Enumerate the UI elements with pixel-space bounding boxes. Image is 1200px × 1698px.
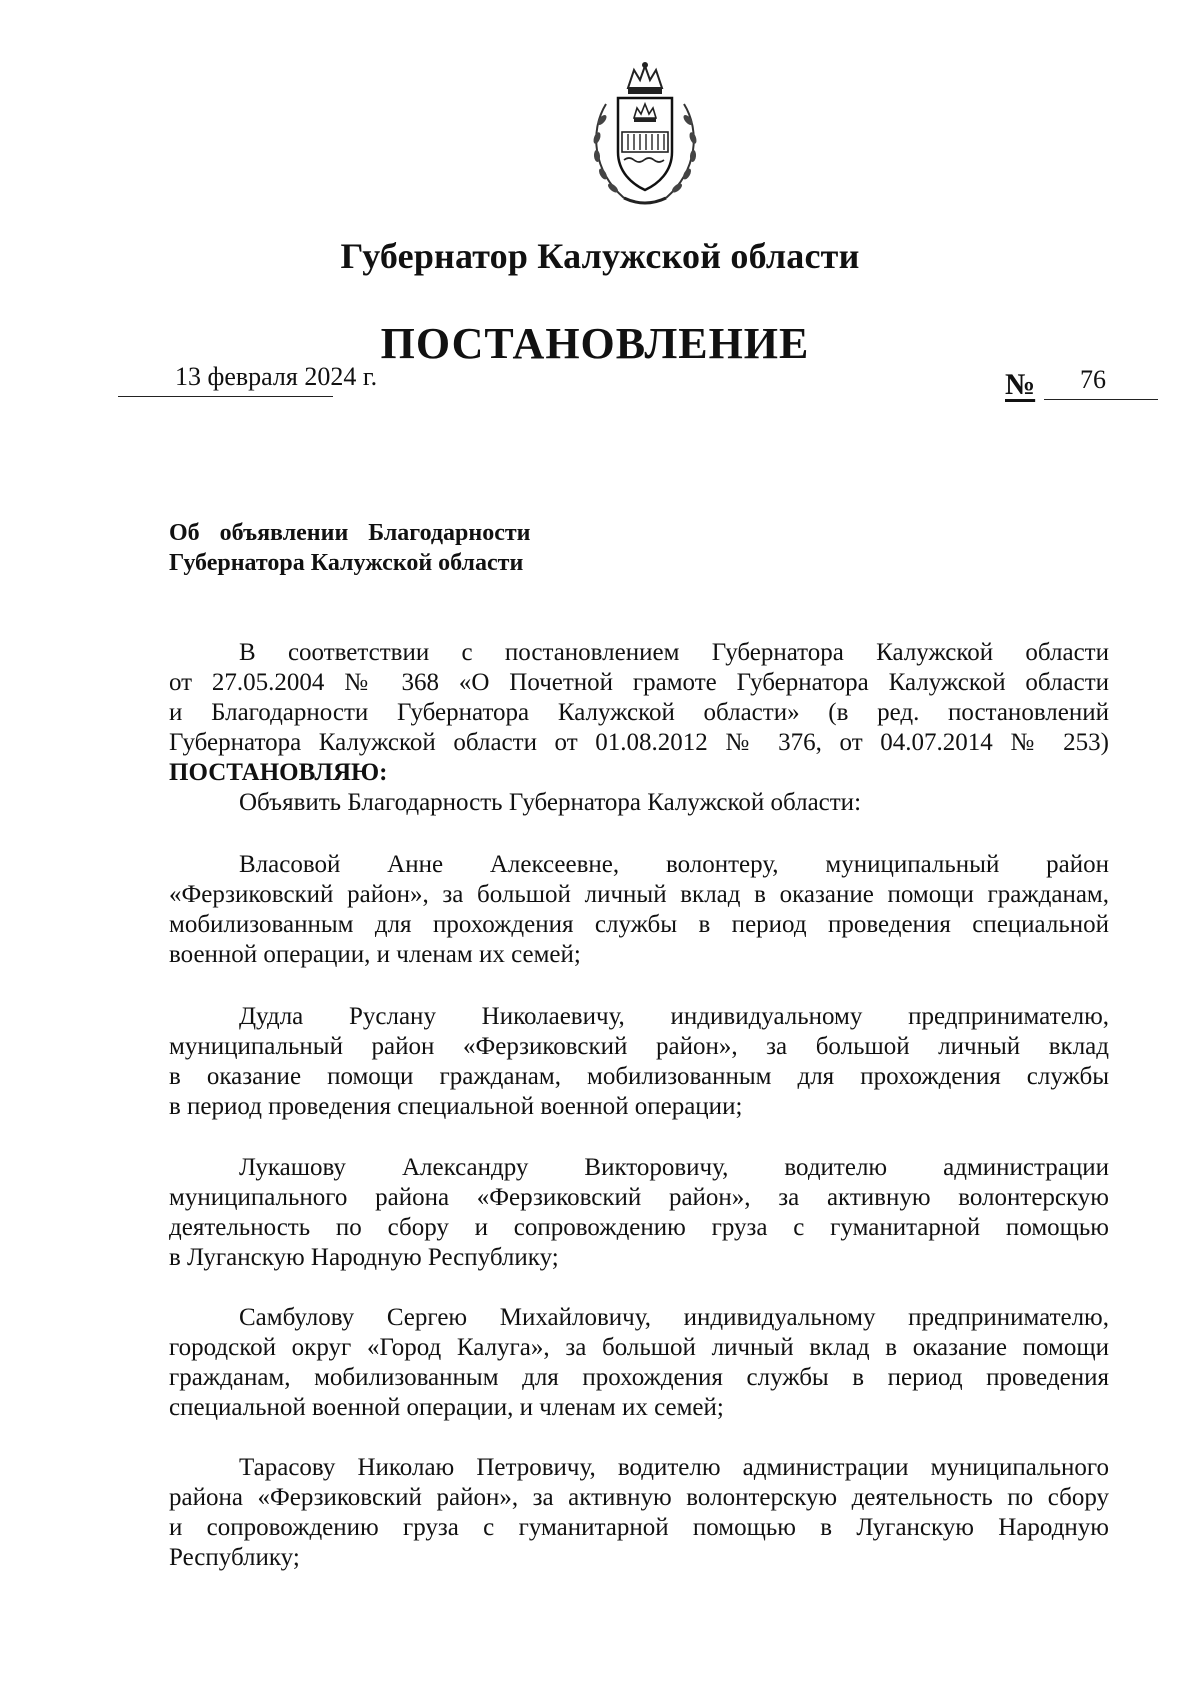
announcement (169, 788, 1109, 818)
number-underline (1044, 399, 1158, 400)
awardee-line: специальной военной операции, и членам их семей; (169, 1394, 724, 1421)
subject-line-1: Об объявлении Благодарности (169, 520, 531, 546)
awardee-line: и сопровождению груза с гуманитарной помощью в Луганскую Народную (169, 1514, 1109, 1541)
resolve-keyword: ПОСТАНОВЛЯЮ: (169, 759, 388, 786)
issuing-authority: Губернатор Калужской области (340, 236, 860, 276)
awardee-paragraph (169, 1453, 1109, 1573)
awardee-paragraph (169, 1303, 1109, 1423)
awardee-paragraph (169, 850, 1109, 970)
awardee-line: Власовой Анне Алексеевне, волонтеру, муниципальный район (239, 851, 1109, 878)
awardee-line: «Ферзиковский район», за большой личный вклад в оказание помощи гражданам, (169, 881, 1109, 908)
awardee-line: городской округ «Город Калуга», за большой личный вклад в оказание помощи (169, 1334, 1109, 1361)
awardee-line: Самбулову Сергею Михайловичу, индивидуальному предпринимателю, (239, 1304, 1109, 1331)
intro-line: от 27.05.2004 № 368 «О Почетной грамоте Губернатора Калужской области (169, 669, 1109, 696)
awardee-line: Дудла Руслану Николаевичу, индивидуальному предпринимателю, (239, 1003, 1109, 1030)
document-subject (169, 518, 599, 578)
number-sign: № (1005, 368, 1036, 401)
awardee-line: Республику; (169, 1544, 300, 1571)
awardee-paragraph (169, 1002, 1109, 1122)
awardee-line: военной операции, и членам их семей; (169, 941, 581, 968)
awardee-line: гражданам, мобилизованным для прохождения службы в период проведения (169, 1364, 1109, 1391)
awardee-line: в оказание помощи гражданам, мобилизованным для прохождения службы (169, 1063, 1109, 1090)
intro-paragraph (169, 638, 1109, 788)
subject-line-2: Губернатора Калужской области (169, 550, 524, 576)
document-date: 13 февраля 2024 г. (175, 362, 378, 391)
intro-line: Губернатора Калужской области от 01.08.2012 № 376, от 04.07.2014 № 253) (169, 729, 1109, 756)
awardee-line: в Луганскую Народную Республику; (169, 1244, 559, 1271)
announcement-text: Объявить Благодарность Губернатора Калужской области: (239, 789, 862, 816)
awardee-line: Лукашову Александру Викторовичу, водителю администрации (239, 1154, 1109, 1181)
intro-line: и Благодарности Губернатора Калужской области» (в ред. постановлений (169, 699, 1109, 726)
awardee-line: района «Ферзиковский район», за активную волонтерскую деятельность по сбору (169, 1484, 1109, 1511)
awardee-line: муниципального района «Ферзиковский район», за активную волонтерскую (169, 1184, 1109, 1211)
awardee-line: Тарасову Николаю Петровичу, водителю администрации муниципального (239, 1454, 1109, 1481)
date-underline (118, 396, 333, 397)
awardee-line: в период проведения специальной военной операции; (169, 1093, 743, 1120)
intro-line: В соответствии с постановлением Губернатора Калужской области (239, 639, 1109, 666)
document-number: 76 (1080, 365, 1106, 394)
coat-of-arms-icon (584, 60, 706, 210)
awardee-line: деятельность по сбору и сопровождению груза с гуманитарной помощью (169, 1214, 1109, 1241)
awardee-paragraph (169, 1153, 1109, 1273)
awardee-line: муниципальный район «Ферзиковский район», за большой личный вклад (169, 1033, 1109, 1060)
document-type: ПОСТАНОВЛЕНИЕ (380, 319, 810, 368)
awardee-line: мобилизованным для прохождения службы в период проведения специальной (169, 911, 1109, 938)
